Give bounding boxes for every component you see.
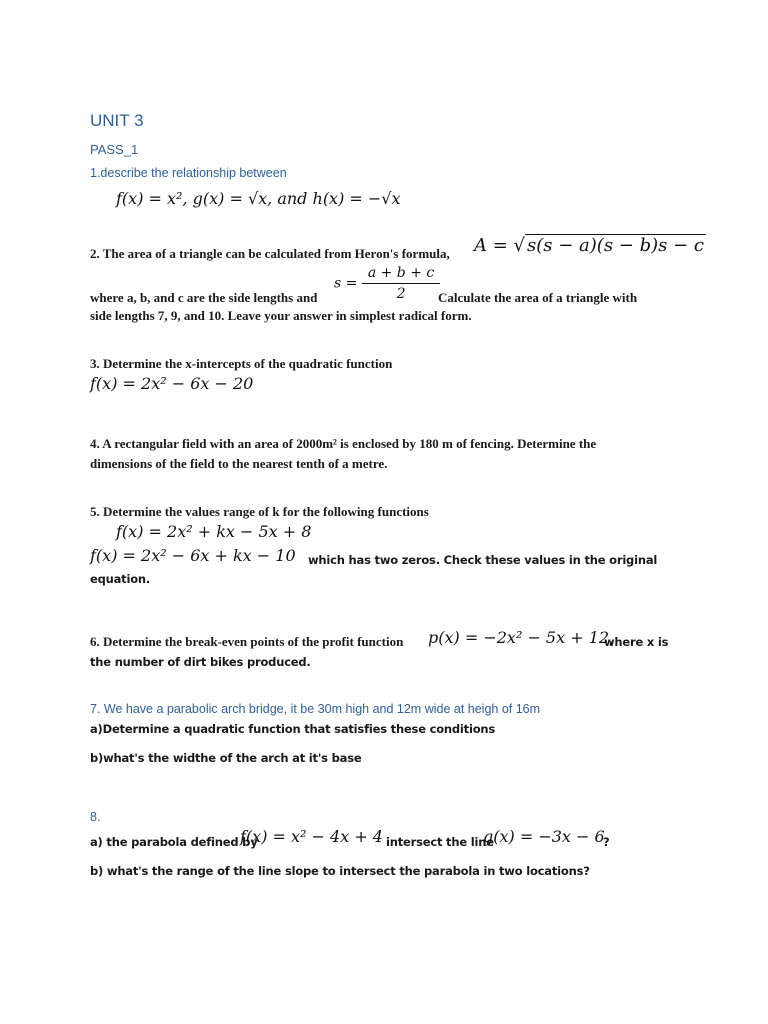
question-4-line2: dimensions of the field to the nearest tenth of a metre. bbox=[90, 456, 388, 471]
question-3-math: f(x) = 2x² − 6x − 20 bbox=[90, 374, 254, 393]
question-7-part-b: b)what's the widthe of the arch at it's base bbox=[90, 751, 362, 765]
question-5-tail-2: equation. bbox=[90, 572, 151, 586]
question-7-part-a: a)Determine a quadratic function that satisfies these conditions bbox=[90, 722, 496, 736]
question-8-part-a-end: ? bbox=[603, 835, 610, 849]
question-7-text: 7. We have a parabolic arch bridge, it be 30m high and 12m wide at heigh of 16m bbox=[90, 702, 541, 716]
question-6-lead: 6. Determine the break-even points of the profit function bbox=[90, 634, 404, 649]
question-1-text: 1.describe the relationship between bbox=[90, 166, 287, 180]
semiperimeter-formula bbox=[334, 265, 440, 302]
herons-formula bbox=[474, 234, 706, 256]
semiperimeter-fraction bbox=[362, 265, 440, 302]
question-8-part-a-mid: intersect the line bbox=[386, 835, 494, 849]
question-1-math: f(x) = x², g(x) = √x, and h(x) = −√x bbox=[116, 189, 401, 208]
unit-title: UNIT 3 bbox=[90, 111, 144, 130]
question-2-line2-a: where a, b, and c are the side lengths and bbox=[90, 290, 318, 305]
herons-formula-radicand: s(s − a)(s − b)s − c bbox=[527, 235, 704, 256]
question-8-number: 8. bbox=[90, 810, 101, 824]
question-5-tail: which has two zeros. Check these values in the original bbox=[308, 553, 658, 567]
semiperimeter-lhs: s = bbox=[334, 275, 358, 292]
question-2-lead: 2. The area of a triangle can be calculated from Heron's formula, bbox=[90, 246, 450, 261]
herons-formula-lhs: A = bbox=[474, 235, 514, 256]
question-2-line3: side lengths 7, 9, and 10. Leave your answer in simplest radical form. bbox=[90, 308, 472, 323]
semiperimeter-numerator: a + b + c bbox=[362, 265, 440, 284]
question-6-line2: the number of dirt bikes produced. bbox=[90, 655, 311, 669]
question-5-math-1: f(x) = 2x² + kx − 5x + 8 bbox=[116, 522, 312, 541]
question-8-part-a-lead: a) the parabola defined by bbox=[90, 835, 258, 849]
question-8-line-math: g(x) = −3x − 6 bbox=[483, 827, 605, 846]
question-6-tail: where x is bbox=[604, 635, 669, 649]
pass-title: PASS_1 bbox=[90, 142, 139, 157]
question-8-parabola-math: f(x) = x² − 4x + 4 bbox=[240, 827, 383, 846]
question-3-text: 3. Determine the x-intercepts of the quadratic function bbox=[90, 356, 393, 371]
herons-formula-sqrt: √ s(s − a)(s − b)s − c bbox=[513, 235, 704, 256]
question-5-math-2: f(x) = 2x² − 6x + kx − 10 bbox=[90, 546, 296, 565]
semiperimeter-denominator: 2 bbox=[396, 286, 406, 302]
question-5-text: 5. Determine the values range of k for the following functions bbox=[90, 504, 429, 519]
question-4-line1: 4. A rectangular field with an area of 2000m² is enclosed by 180 m of fencing. Determine the bbox=[90, 436, 597, 451]
question-2-line2-b: Calculate the area of a triangle with bbox=[438, 290, 638, 305]
profit-function-math: p(x) = −2x² − 5x + 12, bbox=[428, 628, 615, 647]
question-8-part-b: b) what's the range of the line slope to intersect the parabola in two locations? bbox=[90, 864, 590, 878]
